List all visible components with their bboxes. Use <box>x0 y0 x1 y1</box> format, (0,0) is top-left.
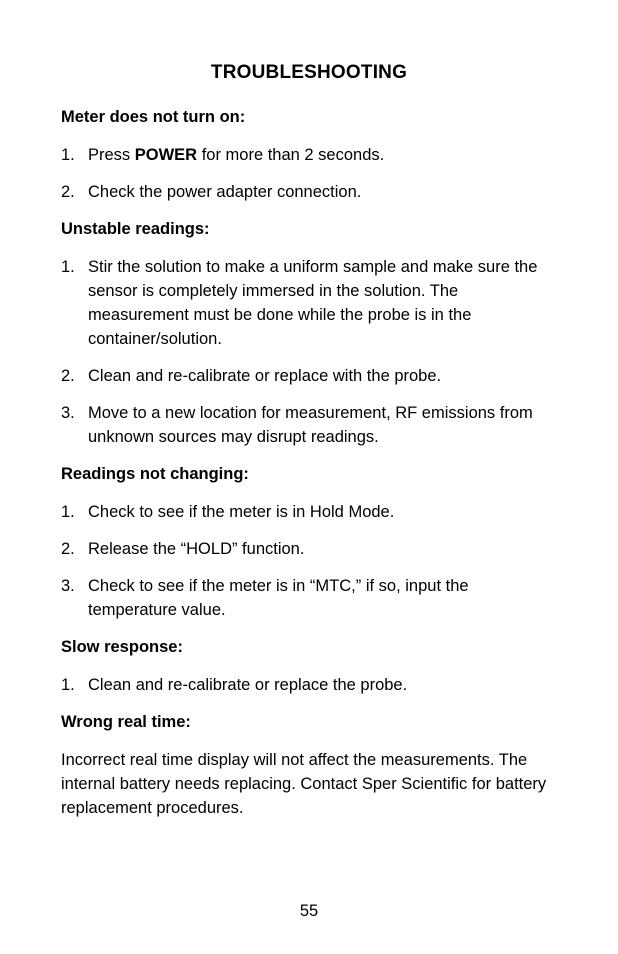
troubleshooting-content <box>61 105 561 820</box>
item-text-post: for more than 2 seconds. <box>197 146 385 164</box>
item-number: 1. <box>61 503 75 521</box>
section-unstable-readings <box>61 217 561 449</box>
item-text: Check the power adapter connection. <box>88 183 362 201</box>
item-text: Stir the solution to make a uniform sample and make sure the sensor is completely immersed in the solution. The measurement must be done while the probe is in the container/solution. <box>88 258 538 348</box>
list-item <box>61 364 561 388</box>
section-heading: Wrong real time: <box>61 713 191 731</box>
section-heading: Unstable readings: <box>61 220 210 238</box>
list-item <box>61 180 561 204</box>
list-item <box>61 500 561 524</box>
item-number: 2. <box>61 183 75 201</box>
item-text: Clean and re-calibrate or replace with the probe. <box>88 367 442 385</box>
item-number: 2. <box>61 367 75 385</box>
section-heading: Meter does not turn on: <box>61 108 246 126</box>
list-item <box>61 255 561 351</box>
item-number: 3. <box>61 577 75 595</box>
item-text: Clean and re-calibrate or replace the probe. <box>88 676 408 694</box>
page-title: TROUBLESHOOTING <box>210 62 408 83</box>
section-meter-not-on <box>61 105 561 204</box>
item-text: Release the “HOLD” function. <box>88 540 305 558</box>
item-text-pre: Press <box>88 146 135 164</box>
section-heading: Readings not changing: <box>61 465 249 483</box>
item-number: 2. <box>61 540 75 558</box>
list-item <box>61 574 561 622</box>
list-item <box>61 673 561 697</box>
list-item <box>61 143 561 167</box>
item-number: 1. <box>61 676 75 694</box>
section-readings-not-changing <box>61 462 561 622</box>
item-text <box>88 143 561 167</box>
item-text-bold: POWER <box>134 146 198 164</box>
list-item <box>61 401 561 449</box>
item-number: 1. <box>61 258 75 276</box>
item-text: Move to a new location for measurement, RF emissions from unknown sources may disrupt readings. <box>88 404 533 446</box>
item-text: Check to see if the meter is in Hold Mode. <box>88 503 395 521</box>
item-text: Check to see if the meter is in “MTC,” if so, input the temperature value. <box>88 577 469 619</box>
section-slow-response <box>61 635 561 697</box>
section-wrong-real-time <box>61 710 561 820</box>
item-number: 3. <box>61 404 75 422</box>
section-paragraph: Incorrect real time display will not affect the measurements. The internal battery needs replacing. Contact Sper Scientific for battery replacement procedures. <box>61 751 547 817</box>
list-item <box>61 537 561 561</box>
section-heading: Slow response: <box>61 638 183 656</box>
item-number: 1. <box>61 146 75 164</box>
page-number: 55 <box>299 902 319 920</box>
